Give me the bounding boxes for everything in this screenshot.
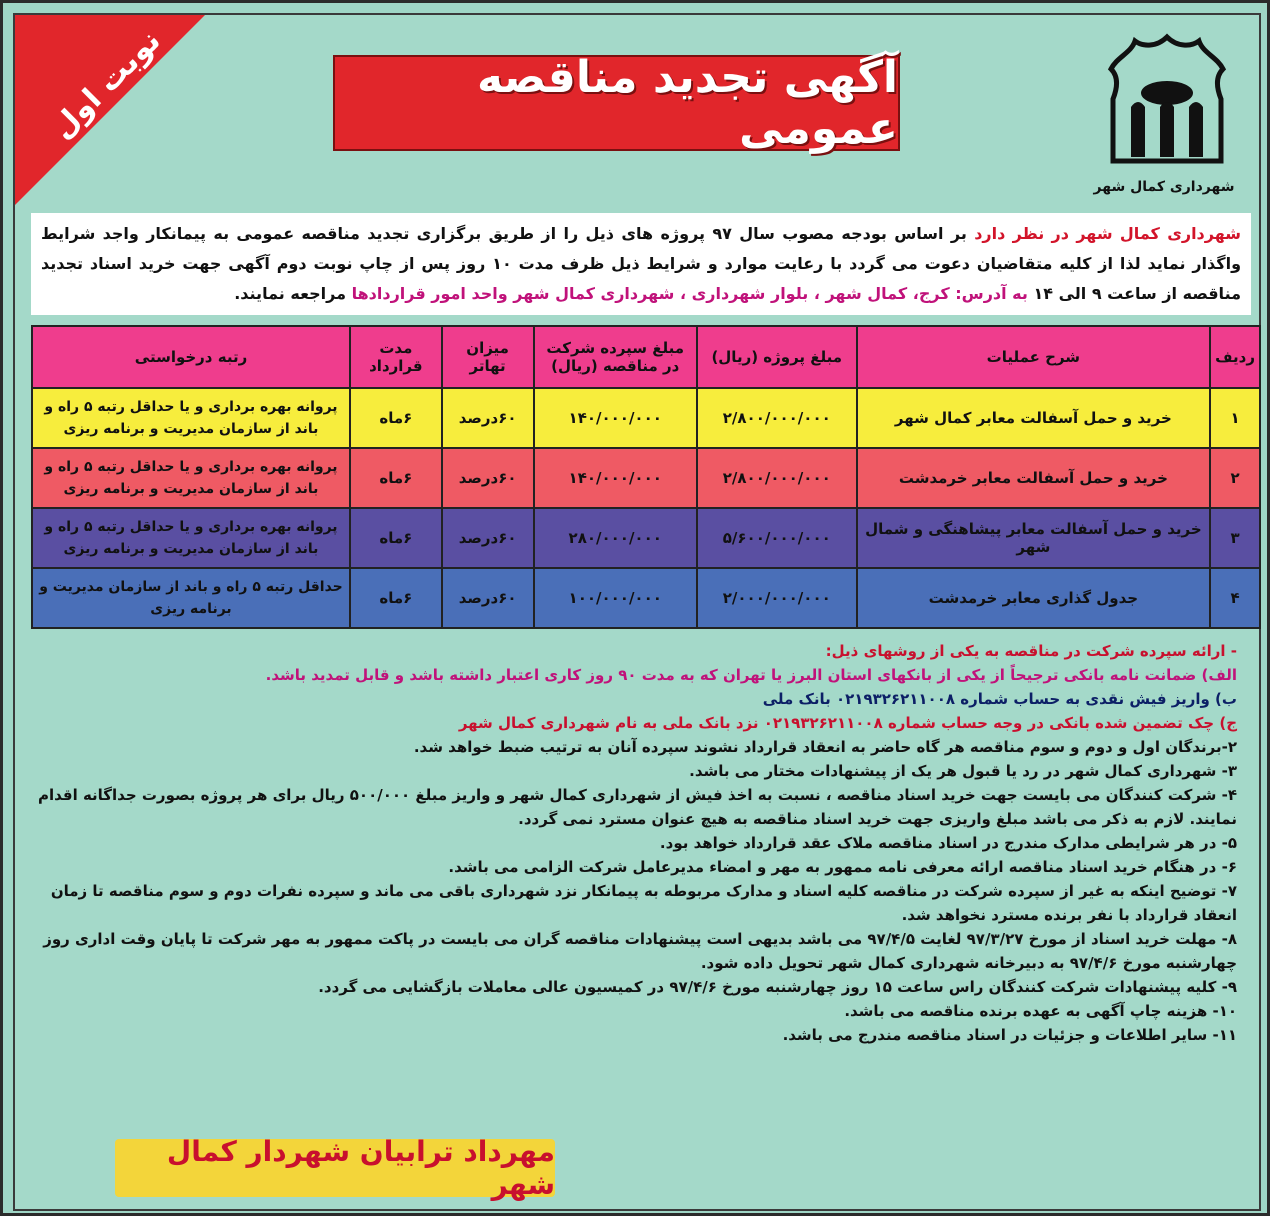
signature: مهرداد ترابیان شهردار کمال شهر	[166, 1135, 555, 1201]
col-header-row: ردیف	[1210, 326, 1260, 388]
col-header-deposit: مبلغ سپرده شرکت در مناقصه (ریال)	[534, 326, 697, 388]
table-row	[32, 388, 1260, 448]
cell-description: جدول گذاری معابر خرمدشت	[857, 568, 1211, 628]
cell-description: خرید و حمل آسفالت معابر کمال شهر	[857, 388, 1211, 448]
col-header-rank: رتبه درخواستی	[32, 326, 350, 388]
clause-4: ۴- شرکت کنندگان می بایست جهت خرید اسناد مناقصه ، نسبت به اخذ فیش از شهرداری کمال شهر و واریز مبلغ ۵۰۰/۰۰۰ ریال برای هر پروژه بصورت جداگانه اقدام نمایند. لازم به ذکر می باشد مبلغ واریزی جهت خرید اسناد مناقصه به هیچ عنوان مسترد نمی گردد.	[37, 786, 1237, 828]
col-header-duration: مدت قرارداد	[350, 326, 442, 388]
clause-1c: ج) چک تضمین شده بانکی در وجه حساب شماره ۰۲۱۹۳۲۶۲۱۱۰۰۸ نزد بانک ملی به نام شهرداری کمال شهر	[458, 714, 1237, 732]
cell-offset: ۶۰درصد	[442, 388, 534, 448]
clause-1b: ب) واریز فیش نقدی به حساب شماره ۰۲۱۹۳۲۶۲۱۱۰۰۸ بانک ملی	[762, 690, 1237, 708]
col-header-description: شرح عملیات	[857, 326, 1211, 388]
cell-offset: ۶۰درصد	[442, 448, 534, 508]
page-title: آگهی تجدید مناقصه عمومی	[476, 52, 898, 154]
cell-rank: پروانه بهره برداری و یا حداقل رتبه ۵ راه و باند از سازمان مدیریت و برنامه ریزی	[32, 508, 350, 568]
clause-10: ۱۰- هزینه چاپ آگهی به عهده برنده مناقصه می باشد.	[844, 1002, 1237, 1020]
cell-offset: ۶۰درصد	[442, 568, 534, 628]
cell-duration: ۶ماه	[350, 388, 442, 448]
col-header-project-amount: مبلغ پروژه (ریال)	[697, 326, 857, 388]
cell-row-number: ۳	[1210, 508, 1260, 568]
intro-body: بر اساس بودجه مصوب سال ۹۷ پروژه های ذیل را از طریق برگزاری تجدید مناقصه عمومی به پیمانکار واجد شرایط واگذار نماید لذا از کلیه متقاضیان دعوت می گردد با رعایت موارد و شرایط ذیل ظرف مدت ۱۰ روز پس از چاپ نوبت دوم آگهی جهت خرید اسناد تجدید مناقصه از ساعت ۹ الی ۱۴	[41, 224, 1242, 303]
cell-deposit: ۱۴۰/۰۰۰/۰۰۰	[534, 388, 697, 448]
cell-description: خرید و حمل آسفالت معابر پیشاهنگی و شمال شهر	[857, 508, 1211, 568]
table-row	[32, 448, 1260, 508]
conditions-list	[37, 639, 1237, 1047]
cell-deposit: ۱۰۰/۰۰۰/۰۰۰	[534, 568, 697, 628]
cell-rank: پروانه بهره برداری و یا حداقل رتبه ۵ راه و باند از سازمان مدیریت و برنامه ریزی	[32, 388, 350, 448]
table-row	[32, 568, 1260, 628]
clause-1a: الف) ضمانت نامه بانکی ترجیحاً از یکی از بانکهای استان البرز یا تهران که به مدت ۹۰ روز کاری اعتبار داشته باشد و قابل تمدید باشد.	[265, 666, 1237, 684]
intro-address: به آدرس: کرج، کمال شهر ، بلوار شهرداری ، شهرداری کمال شهر واحد امور قراردادها	[351, 284, 1028, 303]
col-header-offset: میزان تهاتر	[442, 326, 534, 388]
cell-duration: ۶ماه	[350, 568, 442, 628]
cell-offset: ۶۰درصد	[442, 508, 534, 568]
corner-label: نوبت اول	[44, 23, 168, 146]
intro-end: مراجعه نمایند.	[234, 284, 352, 303]
clause-6: ۶- در هنگام خرید اسناد مناقصه ارائه معرفی نامه ممهور به مهر و امضاء مدیرعامل شرکت الزامی می باشد.	[448, 858, 1237, 876]
cell-project-amount: ۲/۸۰۰/۰۰۰/۰۰۰	[697, 448, 857, 508]
cell-row-number: ۴	[1210, 568, 1260, 628]
clause-1: - ارائه سپرده شرکت در مناقصه به یکی از روشهای ذیل:	[825, 642, 1237, 660]
intro-paragraph	[31, 213, 1251, 315]
cell-description: خرید و حمل آسفالت معابر خرمدشت	[857, 448, 1211, 508]
corner-ribbon	[15, 15, 205, 205]
table-row	[32, 508, 1260, 568]
logo-caption: شهرداری کمال شهر	[1093, 179, 1235, 195]
cell-deposit: ۲۸۰/۰۰۰/۰۰۰	[534, 508, 697, 568]
clause-3: ۳- شهرداری کمال شهر در رد یا قبول هر یک از پیشنهادات مختار می باشد.	[689, 762, 1237, 780]
cell-row-number: ۱	[1210, 388, 1260, 448]
clause-7: ۷- توضیح اینکه به غیر از سپرده شرکت در مناقصه کلیه اسناد و مدارک مربوطه به پیمانکار نزد شهرداری باقی می ماند و سپرده نفرات دوم و سوم مناقصه تا زمان انعقاد قرارداد با نفر برنده مسترد نخواهد شد.	[50, 882, 1237, 924]
title-box	[333, 52, 900, 154]
cell-rank: حداقل رتبه ۵ راه و باند از سازمان مدیریت و برنامه ریزی	[32, 568, 350, 628]
cell-rank: پروانه بهره برداری و یا حداقل رتبه ۵ راه و باند از سازمان مدیریت و برنامه ریزی	[32, 448, 350, 508]
clause-2: ۲-برندگان اول و دوم و سوم مناقصه هر گاه حاضر به انعقاد قرارداد نشوند سپرده آنان به ترتیب ضبط خواهد شد.	[413, 738, 1237, 756]
cell-project-amount: ۵/۶۰۰/۰۰۰/۰۰۰	[697, 508, 857, 568]
municipality-logo-icon	[1107, 33, 1227, 168]
clause-5: ۵- در هر شرایطی مدارک مندرج در اسناد مناقصه ملاک عقد قرارداد خواهد بود.	[659, 834, 1237, 852]
cell-duration: ۶ماه	[350, 508, 442, 568]
projects-table	[31, 325, 1261, 629]
cell-deposit: ۱۴۰/۰۰۰/۰۰۰	[534, 448, 697, 508]
ad-frame	[13, 13, 1261, 1211]
cell-row-number: ۲	[1210, 448, 1260, 508]
signature-box	[115, 1135, 555, 1201]
cell-project-amount: ۲/۸۰۰/۰۰۰/۰۰۰	[697, 388, 857, 448]
intro-org: شهرداری کمال شهر در نظر دارد	[974, 224, 1242, 243]
table-header-row	[32, 326, 1260, 388]
cell-project-amount: ۲/۰۰۰/۰۰۰/۰۰۰	[697, 568, 857, 628]
clause-8: ۸- مهلت خرید اسناد از مورخ ۹۷/۳/۲۷ لغایت ۹۷/۴/۵ می باشد بدیهی است پیشنهادات مناقصه گران می بایست در پاکت ممهور به مهر شرکت تا پایان وقت اداری روز چهارشنبه مورخ ۹۷/۴/۶ به دبیرخانه شهرداری کمال شهر تحویل داده شود.	[43, 930, 1237, 972]
clause-9: ۹- کلیه پیشنهادات شرکت کنندگان راس ساعت ۱۵ روز چهارشنبه مورخ ۹۷/۴/۶ در کمیسیون عالی معاملات بازگشایی می گردد.	[318, 978, 1237, 996]
cell-duration: ۶ماه	[350, 448, 442, 508]
clause-11: ۱۱- سایر اطلاعات و جزئیات در اسناد مناقصه مندرج می باشد.	[782, 1026, 1237, 1044]
